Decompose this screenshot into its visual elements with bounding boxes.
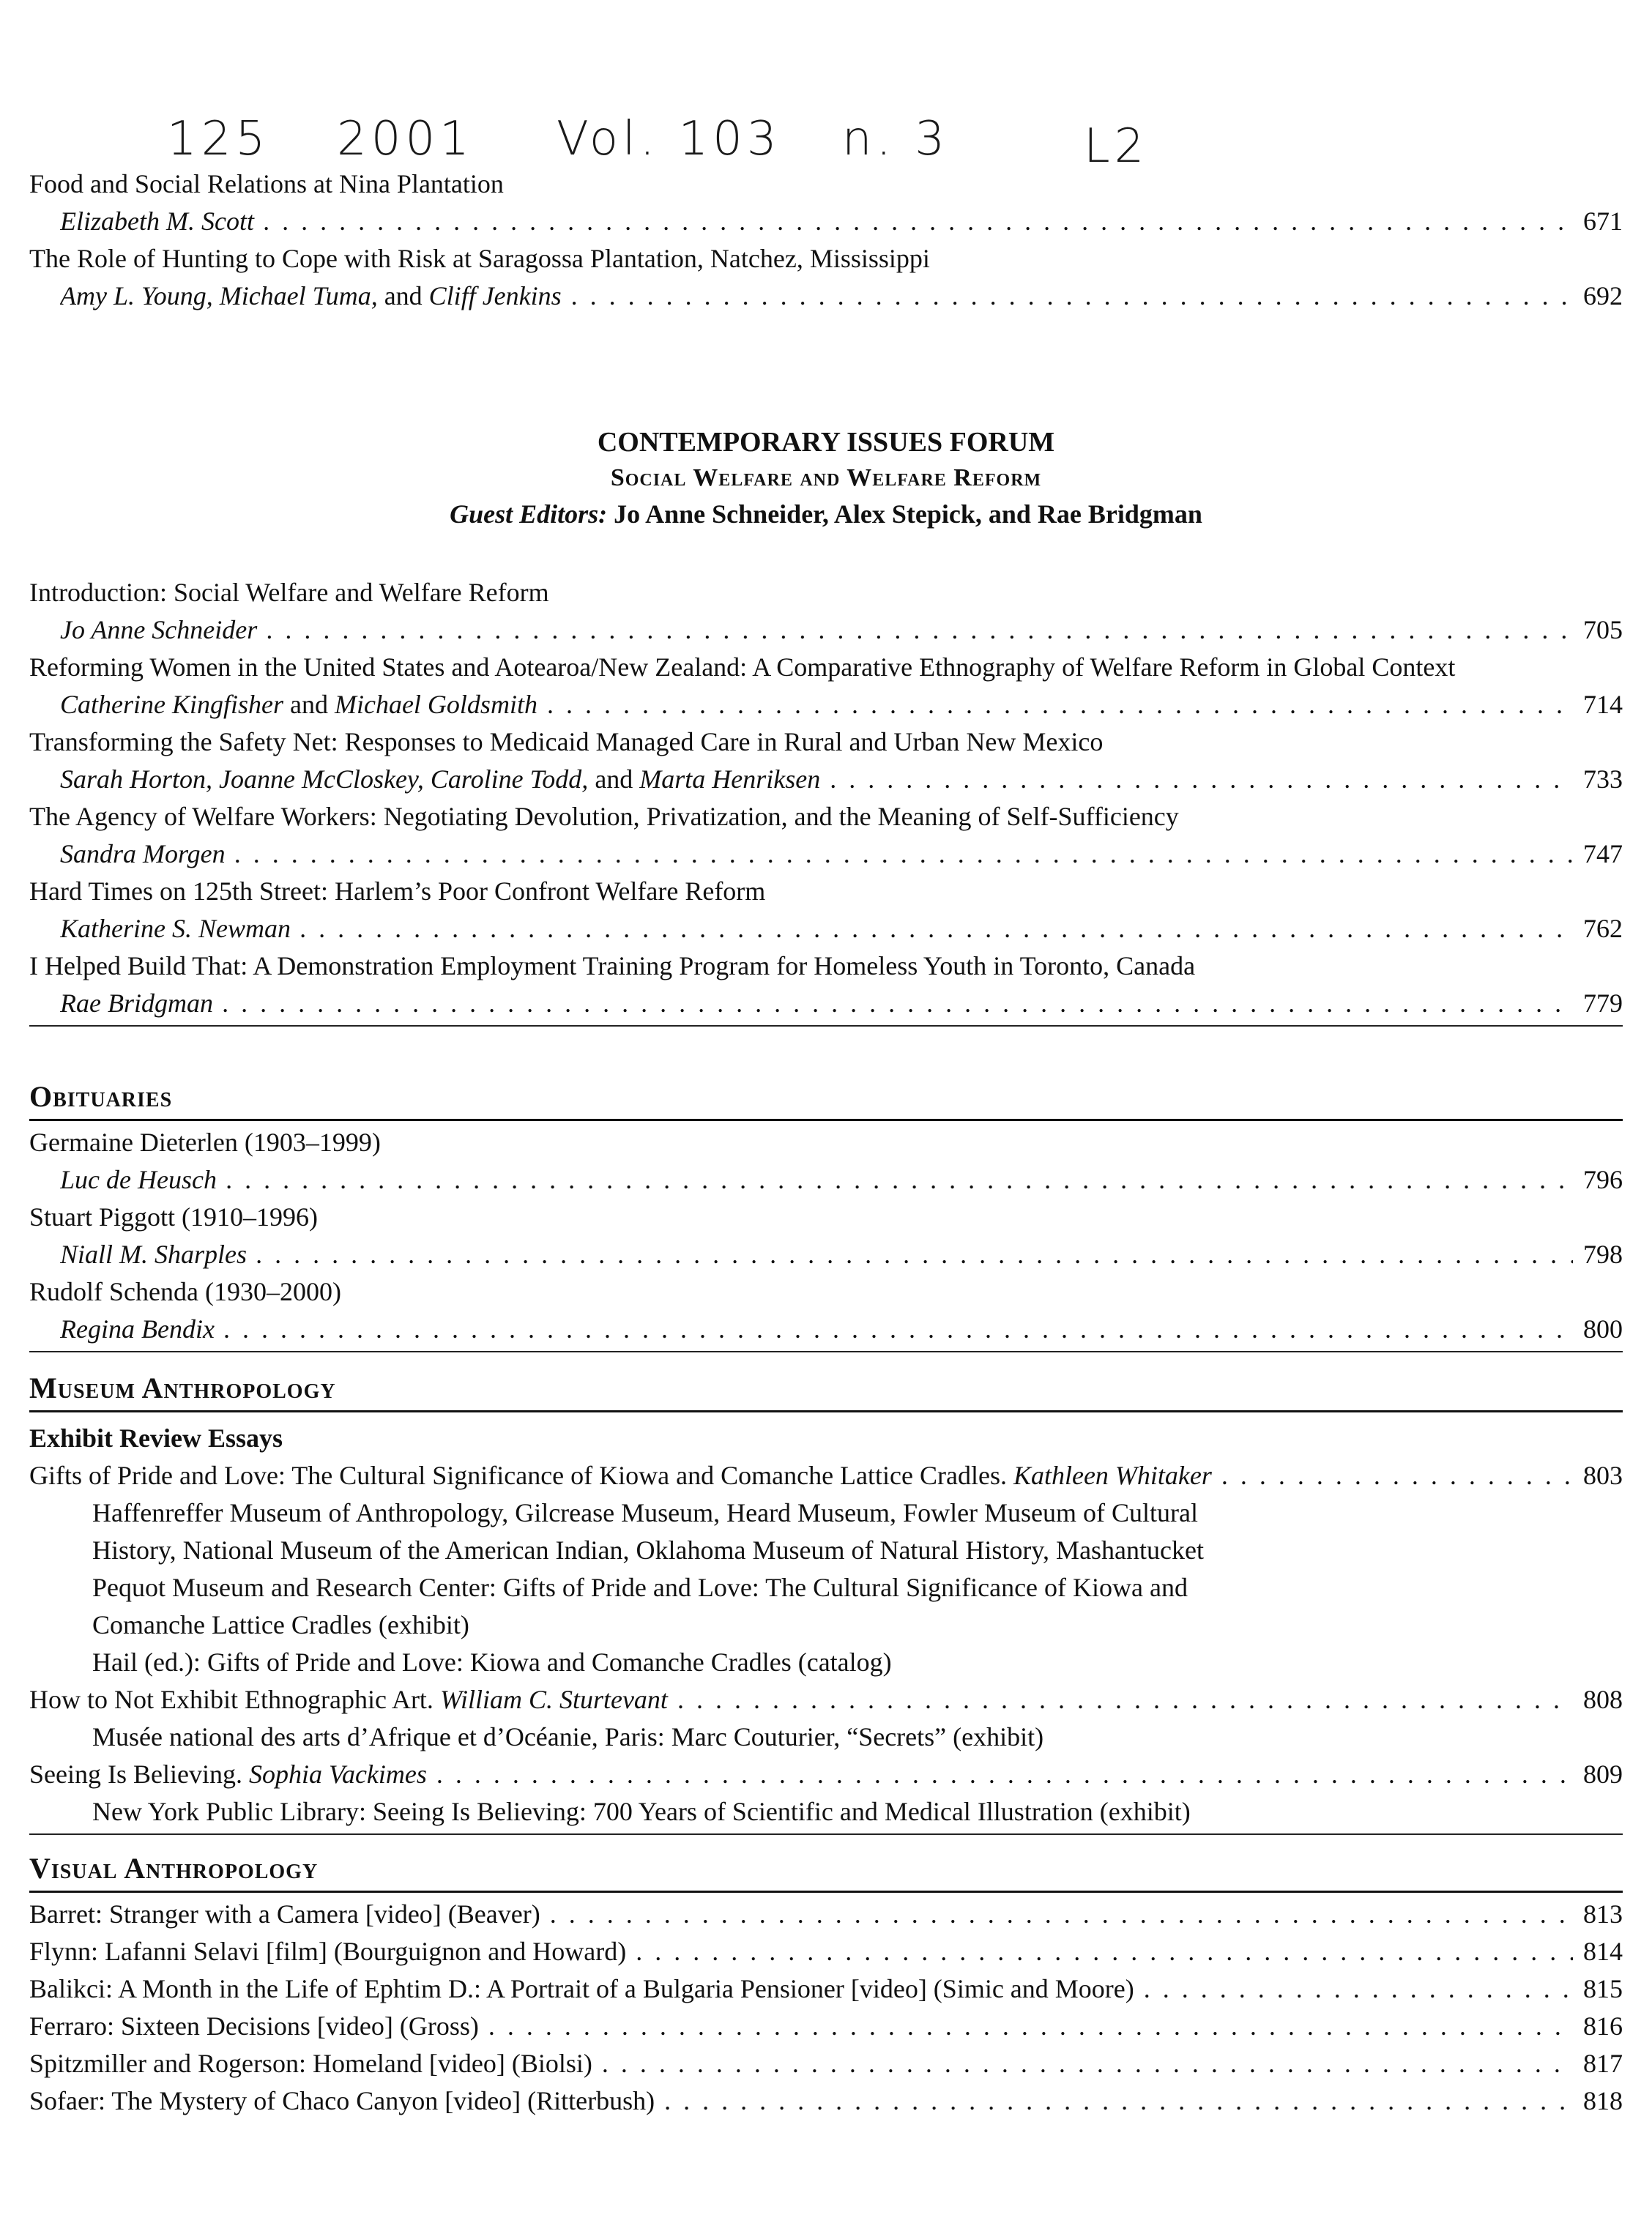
- entry-page-number: 798: [1583, 1240, 1623, 1269]
- entry-authors-conjunction: and: [588, 764, 640, 794]
- entry-byline: [29, 835, 1623, 873]
- film-review-entry: [29, 2082, 1623, 2120]
- entry-title: Reforming Women in the United States and Aotearoa/New Zealand: A Comparative Ethnography of Welfare Reform in Global Context: [29, 652, 1456, 682]
- review-note: Musée national des arts d’Afrique et d’Océanie, Paris: Marc Couturier, “Secrets” (exhibit): [92, 1722, 1044, 1751]
- entry-page-number: 800: [1583, 1314, 1623, 1344]
- handwritten-note-5: L2: [1084, 119, 1149, 174]
- handwritten-note-3: Vol. 103: [557, 112, 781, 166]
- film-review-text: Flynn: Lafanni Selavi [film] (Bourguignon and Howard) . . .: [29, 1933, 1573, 1970]
- entry-title: Introduction: Social Welfare and Welfare Reform: [29, 578, 549, 607]
- entry-byline: [29, 1161, 1623, 1199]
- film-review-text: Barret: Stranger with a Camera [video] (Beaver) . . .: [29, 1896, 1573, 1933]
- entry-title: The Agency of Welfare Workers: Negotiating Devolution, Privatization, and the Meaning of Self-Sufficiency: [29, 802, 1179, 831]
- section-heading-obituaries: Obituaries: [29, 1076, 1623, 1121]
- visual-section: [29, 1848, 1623, 2120]
- entry-page-number: 803: [1583, 1461, 1623, 1490]
- handwritten-note-2: 2001: [337, 112, 474, 166]
- entry-authors: Amy L. Young, Michael Tuma,: [60, 281, 378, 310]
- entry-page-number: 815: [1583, 1974, 1623, 2003]
- forum-editors: [29, 495, 1623, 533]
- entry-page-number: 816: [1583, 2011, 1623, 2041]
- review-note: Haffenreffer Museum of Anthropology, Gilcrease Museum, Heard Museum, Fowler Museum of Cultural: [92, 1498, 1199, 1527]
- entry-authors: Niall M. Sharples . . .: [60, 1236, 1573, 1273]
- review-author: Sophia Vackimes: [248, 1760, 427, 1789]
- film-review-text: Sofaer: The Mystery of Chaco Canyon [video] (Ritterbush) . . .: [29, 2082, 1573, 2120]
- entry-page-number: 692: [1583, 281, 1623, 310]
- review-note: Pequot Museum and Research Center: Gifts of Pride and Love: The Cultural Significance of Kiowa and: [92, 1573, 1188, 1602]
- obituaries-section: [29, 1076, 1623, 1352]
- entry-page-number: 671: [1583, 206, 1623, 236]
- review-author: Kathleen Whitaker: [1013, 1461, 1212, 1490]
- forum-editors-label: Guest Editors:: [450, 499, 608, 529]
- review-title: Seeing Is Believing.: [29, 1760, 249, 1789]
- review-title: Gifts of Pride and Love: The Cultural Significance of Kiowa and Comanche Lattice Cradles.: [29, 1461, 1013, 1490]
- review-entry: [29, 1681, 1623, 1719]
- entry-authors: Catherine Kingfisher: [60, 690, 283, 719]
- section-divider: [29, 1833, 1623, 1835]
- film-review-entry: [29, 1933, 1623, 1970]
- film-review-entry: [29, 2045, 1623, 2082]
- review-entry: [29, 1457, 1623, 1494]
- section-heading-visual-anthropology: Visual Anthropology: [29, 1848, 1623, 1893]
- film-review-entry: [29, 1896, 1623, 1933]
- entry-authors: Sandra Morgen . . .: [60, 835, 1573, 873]
- entry-title: Hard Times on 125th Street: Harlem’s Poor Confront Welfare Reform: [29, 876, 766, 906]
- entry-authors: Katherine S. Newman . . .: [60, 910, 1573, 947]
- entry-page-number: 817: [1583, 2049, 1623, 2078]
- entry-page-number: 733: [1583, 764, 1623, 794]
- entry-page-number: 809: [1583, 1760, 1623, 1789]
- entry-byline: [29, 761, 1623, 798]
- film-review-entry: [29, 1970, 1623, 2008]
- entry-title: Stuart Piggott (1910–1996): [29, 1202, 318, 1232]
- top-entries: [29, 165, 1623, 315]
- handwritten-note-4: n. 3: [842, 112, 949, 166]
- entry-byline: [29, 985, 1623, 1022]
- entry-page-number: 814: [1583, 1937, 1623, 1966]
- review-note: New York Public Library: Seeing Is Believing: 700 Years of Scientific and Medical Illustration (exhibit): [92, 1797, 1191, 1826]
- review-title: How to Not Exhibit Ethnographic Art.: [29, 1685, 440, 1714]
- entry-byline: [29, 910, 1623, 947]
- section-divider: [29, 1025, 1623, 1027]
- entry-title: Rudolf Schenda (1930–2000): [29, 1277, 341, 1306]
- entry-byline: [29, 611, 1623, 649]
- entry-page-number: 747: [1583, 839, 1623, 868]
- entry-page-number: 813: [1583, 1899, 1623, 1929]
- entry-authors: Sarah Horton, Joanne McCloskey, Caroline Todd,: [60, 764, 589, 794]
- entry-page-number: 762: [1583, 914, 1623, 943]
- entry-title: Food and Social Relations at Nina Plantation: [29, 169, 504, 198]
- entry-authors: Cliff Jenkins: [428, 281, 562, 310]
- entry-byline: [29, 278, 1623, 315]
- section-heading-museum-anthropology: Museum Anthropology: [29, 1368, 1623, 1412]
- section-divider: [29, 1351, 1623, 1352]
- entry-page-number: 779: [1583, 988, 1623, 1018]
- entry-authors: Michael Goldsmith: [334, 690, 537, 719]
- entry-page-number: 705: [1583, 615, 1623, 644]
- entry-authors: Marta Henriksen: [639, 764, 821, 794]
- entry-title: Transforming the Safety Net: Responses to Medicaid Managed Care in Rural and Urban New Mexico: [29, 727, 1104, 756]
- entry-authors: Regina Bendix . . .: [60, 1311, 1573, 1348]
- film-review-text: Spitzmiller and Rogerson: Homeland [video] (Biolsi) . . .: [29, 2045, 1573, 2082]
- film-review-text: Ferraro: Sixteen Decisions [video] (Gross) . . .: [29, 2008, 1573, 2045]
- entry-page-number: 714: [1583, 690, 1623, 719]
- entry-title: I Helped Build That: A Demonstration Employment Training Program for Homeless Youth in Toronto, Canada: [29, 951, 1196, 980]
- entry-byline: [29, 686, 1623, 723]
- entry-byline: [29, 1236, 1623, 1273]
- film-review-entry: [29, 2008, 1623, 2045]
- entry-title: The Role of Hunting to Cope with Risk at Saragossa Plantation, Natchez, Mississippi: [29, 244, 930, 273]
- entry-title: Germaine Dieterlen (1903–1999): [29, 1128, 381, 1157]
- handwritten-note-1: 125: [167, 112, 270, 166]
- entry-byline: [29, 203, 1623, 240]
- forum-header: [29, 423, 1623, 533]
- entry-authors: Luc de Heusch . . .: [60, 1161, 1573, 1199]
- entry-authors: Rae Bridgman . . .: [60, 985, 1573, 1022]
- forum-entries: [29, 574, 1623, 1027]
- entry-authors: Elizabeth M. Scott . . .: [60, 203, 1573, 240]
- entry-page-number: 818: [1583, 2086, 1623, 2115]
- entry-page-number: 808: [1583, 1685, 1623, 1714]
- review-note: History, National Museum of the American Indian, Oklahoma Museum of Natural History, Mashantucket: [92, 1535, 1204, 1565]
- entry-authors-conjunction: and: [283, 690, 335, 719]
- film-review-text: Balikci: A Month in the Life of Ephtim D.: A Portrait of a Bulgaria Pensioner [video] (Simic and Moore) . . .: [29, 1970, 1573, 2008]
- entry-byline: [29, 1311, 1623, 1348]
- review-note: Comanche Lattice Cradles (exhibit): [92, 1610, 469, 1639]
- review-entry: [29, 1756, 1623, 1793]
- forum-heading: CONTEMPORARY ISSUES FORUM: [597, 427, 1055, 458]
- entry-authors: Jo Anne Schneider . . .: [60, 611, 1573, 649]
- entry-page-number: 796: [1583, 1165, 1623, 1194]
- subsection-heading: Exhibit Review Essays: [29, 1423, 283, 1453]
- forum-editors-names: Jo Anne Schneider, Alex Stepick, and Rae Bridgman: [607, 499, 1202, 529]
- museum-section: [29, 1368, 1623, 1835]
- review-author: William C. Sturtevant: [439, 1685, 668, 1714]
- forum-subheading: Social Welfare and Welfare Reform: [610, 464, 1042, 491]
- entry-authors-conjunction: and: [377, 281, 429, 310]
- review-note: Hail (ed.): Gifts of Pride and Love: Kiowa and Comanche Cradles (catalog): [92, 1647, 892, 1677]
